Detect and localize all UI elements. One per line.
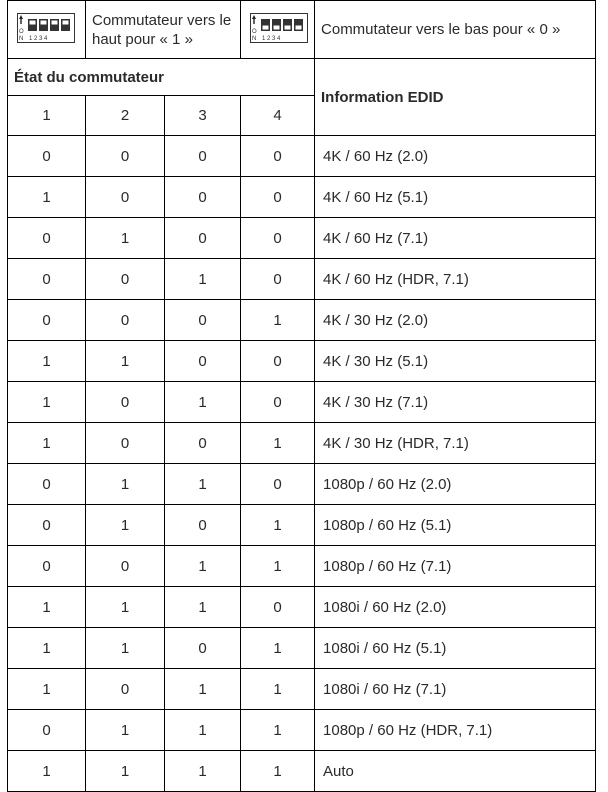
switch-1-state: 1 (8, 341, 86, 382)
edid-info-cell: 4K / 60 Hz (2.0) (315, 136, 596, 177)
switch-2-state: 0 (86, 136, 165, 177)
table-row (8, 177, 596, 218)
switch-3-state: 1 (165, 587, 241, 628)
switch-4-state: 0 (241, 136, 315, 177)
switch-4-state: 0 (241, 177, 315, 218)
switch-1-state: 1 (8, 382, 86, 423)
switch-1-state: 1 (8, 177, 86, 218)
switch-1-state: 0 (8, 300, 86, 341)
table-row (8, 300, 596, 341)
edid-switch-table (7, 0, 596, 792)
svg-text:O: O (19, 28, 24, 35)
switch-3-state: 0 (165, 628, 241, 669)
table-row (8, 628, 596, 669)
edid-info-cell: 4K / 60 Hz (7.1) (315, 218, 596, 259)
table-row (8, 587, 596, 628)
switch-3-state: 1 (165, 710, 241, 751)
edid-info-cell: 4K / 30 Hz (7.1) (315, 382, 596, 423)
table-row (8, 751, 596, 792)
edid-info-cell: 1080p / 60 Hz (HDR, 7.1) (315, 710, 596, 751)
svg-text:1 2 3 4: 1 2 3 4 (29, 35, 48, 42)
switch-4-state: 0 (241, 587, 315, 628)
switch-3-state: 1 (165, 259, 241, 300)
switch-1-state: 0 (8, 464, 86, 505)
switch-1-state: 1 (8, 628, 86, 669)
switch-2-state: 1 (86, 341, 165, 382)
switch-1-state: 0 (8, 546, 86, 587)
edid-info-cell: 4K / 30 Hz (2.0) (315, 300, 596, 341)
switch-4-state: 0 (241, 259, 315, 300)
switch-column-1: 1 (8, 96, 86, 136)
switch-1-state: 1 (8, 587, 86, 628)
switch-4-state: 1 (241, 300, 315, 341)
switch-3-state: 1 (165, 382, 241, 423)
switch-3-state: 0 (165, 423, 241, 464)
switch-1-state: 0 (8, 136, 86, 177)
edid-info-cell: Auto (315, 751, 596, 792)
switch-2-state: 0 (86, 423, 165, 464)
switch-4-state: 0 (241, 218, 315, 259)
table-header-row (8, 59, 596, 96)
edid-info-cell: 1080p / 60 Hz (2.0) (315, 464, 596, 505)
switch-3-state: 1 (165, 669, 241, 710)
switch-1-state: 1 (8, 751, 86, 792)
dip-switch-up-icon (17, 13, 75, 43)
table-row (8, 423, 596, 464)
switch-2-state: 1 (86, 587, 165, 628)
switch-2-state: 0 (86, 382, 165, 423)
switch-2-state: 0 (86, 669, 165, 710)
switch-1-state: 0 (8, 259, 86, 300)
switch-2-state: 1 (86, 710, 165, 751)
switch-2-state: 0 (86, 259, 165, 300)
switch-4-state: 1 (241, 423, 315, 464)
svg-text:O: O (252, 28, 257, 35)
edid-info-cell: 4K / 30 Hz (HDR, 7.1) (315, 423, 596, 464)
switch-3-state: 0 (165, 177, 241, 218)
switch-column-4: 4 (241, 96, 315, 136)
table-row (8, 136, 596, 177)
table-row (8, 382, 596, 423)
switch-2-state: 1 (86, 218, 165, 259)
switch-1-state: 1 (8, 669, 86, 710)
switch-3-state: 0 (165, 136, 241, 177)
switch-column-3: 3 (165, 96, 241, 136)
switch-1-state: 0 (8, 710, 86, 751)
dip-switch-down-icon (250, 13, 308, 43)
switch-3-state: 1 (165, 751, 241, 792)
switch-2-state: 0 (86, 300, 165, 341)
switch-1-state: 1 (8, 423, 86, 464)
switch-2-state: 0 (86, 177, 165, 218)
switch-4-state: 1 (241, 669, 315, 710)
table-row (8, 669, 596, 710)
switch-up-description: Commutateur vers le haut pour « 1 » (86, 1, 241, 59)
table-row (8, 464, 596, 505)
switch-3-state: 1 (165, 464, 241, 505)
switch-4-state: 0 (241, 341, 315, 382)
switch-4-state: 1 (241, 710, 315, 751)
switch-3-state: 0 (165, 300, 241, 341)
switch-4-state: 1 (241, 751, 315, 792)
switch-2-state: 1 (86, 751, 165, 792)
switch-1-state: 0 (8, 505, 86, 546)
table-row (8, 546, 596, 587)
table-row (8, 341, 596, 382)
switch-2-state: 0 (86, 546, 165, 587)
svg-text:N: N (19, 35, 24, 42)
switch-2-state: 1 (86, 628, 165, 669)
edid-info-cell: 1080p / 60 Hz (5.1) (315, 505, 596, 546)
switch-3-state: 0 (165, 341, 241, 382)
switch-3-state: 1 (165, 546, 241, 587)
switch-3-state: 0 (165, 505, 241, 546)
legend-row (8, 1, 596, 59)
dip-switch-up-cell (8, 1, 86, 59)
switch-4-state: 0 (241, 382, 315, 423)
table-row (8, 505, 596, 546)
svg-text:1 2 3 4: 1 2 3 4 (262, 35, 281, 42)
table-row (8, 218, 596, 259)
switch-2-state: 1 (86, 505, 165, 546)
switch-down-description: Commutateur vers le bas pour « 0 » (315, 1, 596, 59)
switch-4-state: 0 (241, 464, 315, 505)
edid-info-cell: 4K / 60 Hz (HDR, 7.1) (315, 259, 596, 300)
switch-3-state: 0 (165, 218, 241, 259)
edid-info-cell: 4K / 60 Hz (5.1) (315, 177, 596, 218)
switch-4-state: 1 (241, 505, 315, 546)
edid-info-cell: 1080i / 60 Hz (2.0) (315, 587, 596, 628)
edid-info-cell: 1080i / 60 Hz (5.1) (315, 628, 596, 669)
switch-4-state: 1 (241, 546, 315, 587)
edid-info-cell: 4K / 30 Hz (5.1) (315, 341, 596, 382)
switch-state-header: État du commutateur (8, 59, 315, 96)
switch-2-state: 1 (86, 464, 165, 505)
switch-4-state: 1 (241, 628, 315, 669)
table-row (8, 259, 596, 300)
switch-1-state: 0 (8, 218, 86, 259)
table-row (8, 710, 596, 751)
edid-info-cell: 1080i / 60 Hz (7.1) (315, 669, 596, 710)
edid-info-header: Information EDID (315, 59, 596, 136)
dip-switch-down-cell (241, 1, 315, 59)
edid-info-cell: 1080p / 60 Hz (7.1) (315, 546, 596, 587)
switch-column-2: 2 (86, 96, 165, 136)
svg-text:N: N (252, 35, 257, 42)
